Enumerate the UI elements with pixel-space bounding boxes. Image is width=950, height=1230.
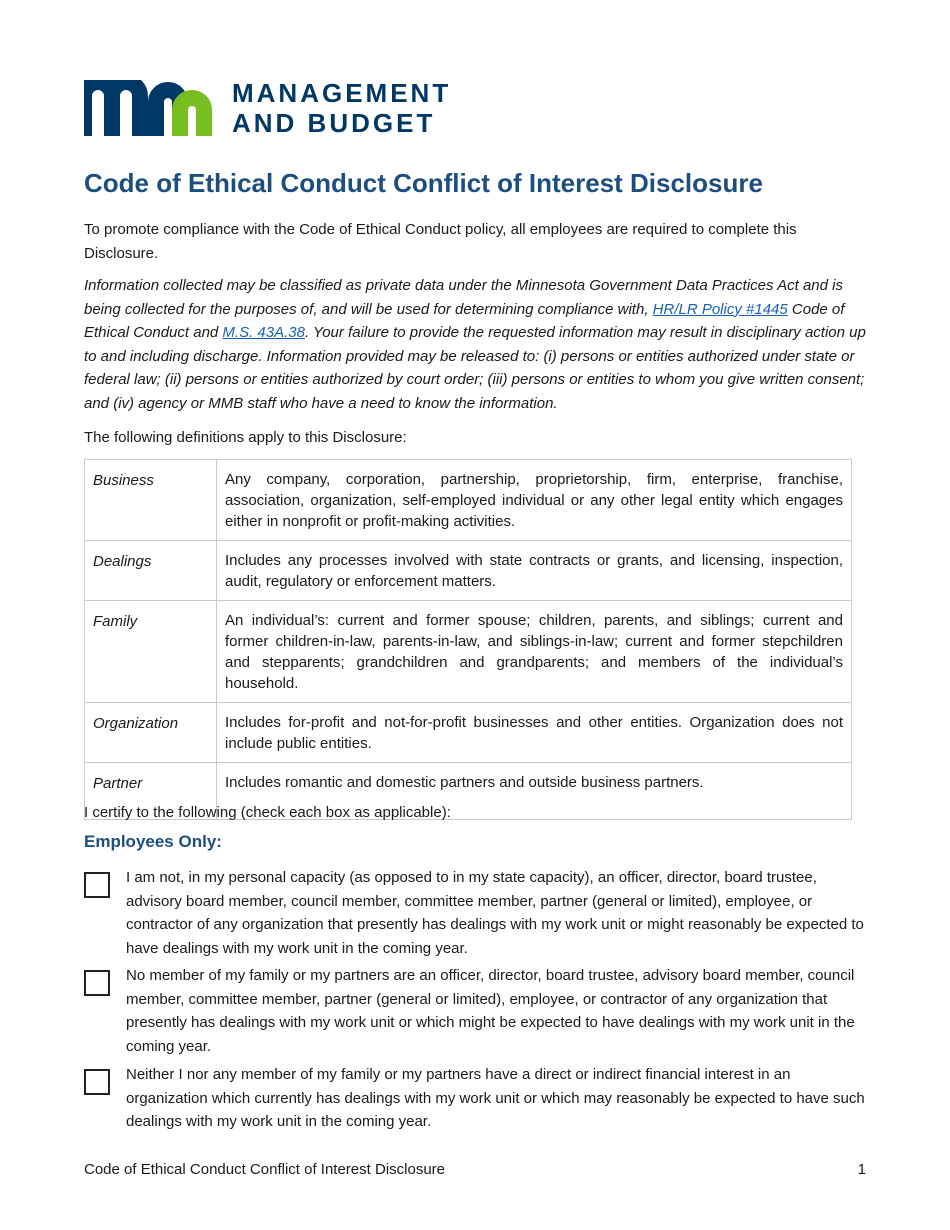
definition-term: Family [85, 601, 217, 703]
logo-line-2: AND BUDGET [232, 108, 436, 138]
definition-term: Business [85, 460, 217, 541]
certify-intro: I certify to the following (check each box as applicable): [84, 804, 451, 821]
intro-paragraph: To promote compliance with the Code of Ethical Conduct policy, all employees are required to complete this Disclosure. [84, 221, 797, 262]
page-number: 1 [857, 1161, 866, 1178]
legal-notice [84, 274, 866, 415]
ms-43a38-link[interactable]: M.S. 43A.38 [222, 324, 305, 341]
logo-wordmark [232, 78, 451, 138]
definition-term: Organization [85, 703, 217, 763]
definition-term: Dealings [85, 541, 217, 601]
certification-checkbox-3[interactable] [84, 1069, 110, 1095]
certification-text: No member of my family or my partners are an officer, director, board trustee, advisory board member, council member, committee member, partner (general or limited), employee, or contractor of any organization that presently has dealings with my work unit or which might be expected to have dealings with my work unit in the coming year. [126, 967, 855, 1055]
legal-text-3: . Your failure to provide the requested information may result in disciplinary action up to and including discharge. Information provided may be released to: (i) persons or entities authorized under state or federal law; (ii) persons or entities authorized by court order; (iii) persons or entities to whom you give written consent; and (iv) agency or MMB staff who have a need to know the information. [84, 324, 866, 412]
definitions-intro: The following definitions apply to this Disclosure: [84, 429, 407, 446]
definition-text: Includes for-profit and not-for-profit businesses and other entities. Organization does not include public entities. [217, 703, 852, 763]
certification-checkbox-2[interactable] [84, 970, 110, 996]
certification-item [84, 1063, 866, 1134]
page-footer [84, 1161, 866, 1178]
definitions-table [84, 459, 852, 820]
certification-text: I am not, in my personal capacity (as opposed to in my state capacity), an officer, director, board trustee, advisory board member, council member, committee member, partner (general or limited), employee, or contractor of any organization that presently has dealings with my work unit or might reasonably be expected to have dealings with my work unit in the coming year. [126, 869, 864, 957]
definition-text: Any company, corporation, partnership, proprietorship, firm, enterprise, franchise, association, organization, self-employed individual or any other legal entity which engages either in nonprofit or profit-making activities. [217, 460, 852, 541]
legal-text-1: Information collected may be classified as private data under the Minnesota Government Data Practices Act and is being collected for the purposes of, and will be used for determining compliance with, [84, 277, 843, 318]
table-row [85, 460, 852, 541]
table-row [85, 541, 852, 601]
definition-term: Partner [85, 763, 217, 820]
table-row [85, 601, 852, 703]
certification-item [84, 964, 866, 1058]
logo-line-1: MANAGEMENT [232, 78, 452, 108]
certification-text: Neither I nor any member of my family or my partners have a direct or indirect financial interest in an organization which currently has dealings with my work unit or which may reasonably be expected to have such dealings with my work unit in the coming year. [126, 1066, 865, 1130]
hr-lr-policy-link[interactable]: HR/LR Policy #1445 [652, 300, 788, 318]
legal-text-2: Code of Ethical Conduct and [84, 300, 845, 341]
definition-text: Includes romantic and domestic partners and outside business partners. [217, 763, 852, 820]
mmb-logo [84, 78, 451, 138]
certification-checkbox-1[interactable] [84, 872, 110, 898]
certification-item [84, 866, 866, 960]
footer-title: Code of Ethical Conduct Conflict of Interest Disclosure [84, 1161, 446, 1178]
table-row [85, 703, 852, 763]
employees-only-heading: Employees Only: [84, 832, 222, 851]
page-title: Code of Ethical Conduct Conflict of Interest Disclosure [84, 168, 763, 198]
definition-text: Includes any processes involved with state contracts or grants, and licensing, inspection, audit, regulatory or enforcement matters. [217, 541, 852, 601]
definition-text: An individual’s: current and former spouse; children, parents, and siblings; current and former children-in-law, parents-in-law, and siblings-in-law; current and former stepchildren and stepparents; grandchildren and grandparents; and members of the individual’s household. [217, 601, 852, 703]
mn-logo-icon [84, 80, 212, 136]
